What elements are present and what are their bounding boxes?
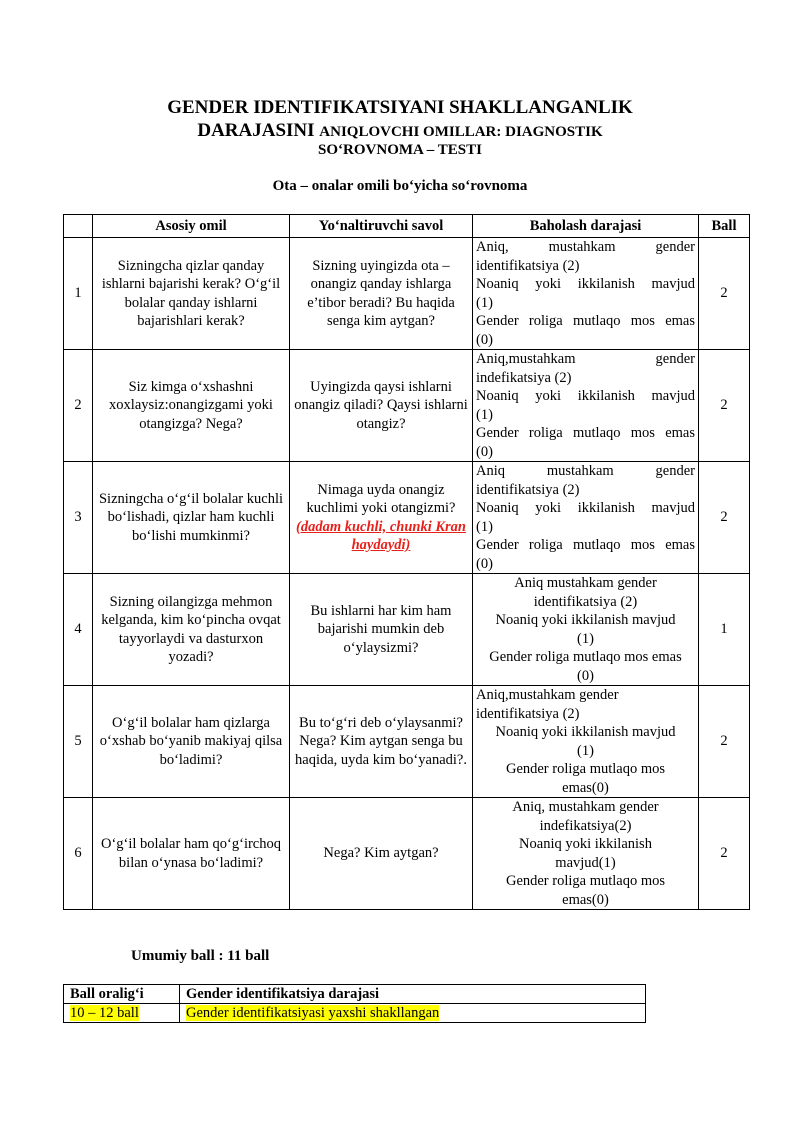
baho-line: (1) xyxy=(476,294,493,311)
total-score: Umumiy ball : 11 ball xyxy=(131,948,270,964)
baho-line: Gender roliga mutlaqo mos emas xyxy=(489,649,682,665)
survey-table xyxy=(63,214,750,910)
baho-line: Noaniq yoki ikkilanish mavjud xyxy=(495,724,676,740)
row-ball: 2 xyxy=(699,462,750,574)
header-ball: Ball xyxy=(699,215,750,238)
header-gender-level: Gender identifikatsiya darajasi xyxy=(180,985,646,1004)
score-range-table xyxy=(63,984,646,1023)
baho-line: Aniq mustahkam gender xyxy=(476,463,695,479)
row-omil: Sizningcha o‘g‘il bolalar kuchli bo‘lishadi, qizlar ham kuchli bo‘lishi mumkinmi? xyxy=(93,462,290,574)
title-line2-big: DARAJASINI xyxy=(197,120,315,141)
baho-line: mavjud(1) xyxy=(555,854,616,871)
baho-line: identifikatsiya (2) xyxy=(476,481,580,498)
table-row xyxy=(64,574,750,686)
row-omil: O‘g‘il bolalar ham qo‘g‘irchoq bilan o‘ynasa bo‘ladimi? xyxy=(93,798,290,910)
row-baho xyxy=(473,798,699,910)
row-savol: Nega? Kim aytgan? xyxy=(290,798,473,910)
header-num xyxy=(64,215,93,238)
row-baho xyxy=(473,574,699,686)
row-number: 5 xyxy=(64,686,93,798)
baho-line: Noaniq yoki ikkilanish mavjud xyxy=(495,612,676,628)
baho-line: (0) xyxy=(476,443,493,460)
baho-line: Gender roliga mutlaqo mos emas xyxy=(476,313,695,329)
gender-level-value: Gender identifikatsiyasi yaxshi shakllangan xyxy=(186,1005,440,1021)
baho-line: Aniq,mustahkam gender xyxy=(476,687,619,703)
row-ball: 2 xyxy=(699,350,750,462)
document-title-line2 xyxy=(0,120,800,143)
baho-line: (1) xyxy=(577,630,594,647)
row-ball: 1 xyxy=(699,574,750,686)
score-table-header xyxy=(64,985,646,1004)
baho-line: emas(0) xyxy=(562,779,609,796)
row-number: 1 xyxy=(64,238,93,350)
baho-line: Noaniq yoki ikkilanish xyxy=(519,836,652,852)
baho-line: Noaniq yoki ikkilanish mavjud xyxy=(476,388,695,404)
baho-line: indefikatsiya(2) xyxy=(539,817,632,834)
table-row xyxy=(64,686,750,798)
baho-line: Noaniq yoki ikkilanish mavjud xyxy=(476,500,695,516)
baho-line: (1) xyxy=(476,406,493,423)
title-line2-small: ANIQLOVCHI OMILLAR: DIAGNOSTIK xyxy=(319,124,603,140)
baho-line: Aniq, mustahkam gender xyxy=(476,239,695,255)
baho-line: Gender roliga mutlaqo mos xyxy=(505,761,666,777)
baho-line: Aniq,mustahkam gender xyxy=(476,351,695,367)
section-subtitle: Ota – onalar omili bo‘yicha so‘rovnoma xyxy=(272,178,528,194)
row-savol xyxy=(290,462,473,574)
baho-line: (0) xyxy=(476,331,493,348)
header-savol: Yo‘naltiruvchi savol xyxy=(290,215,473,238)
ball-range-cell xyxy=(64,1004,180,1023)
ball-range-value: 10 – 12 ball xyxy=(70,1005,139,1021)
baho-line: (1) xyxy=(476,518,493,535)
document-title-line1: GENDER IDENTIFIKATSIYANI SHAKLLANGANLIK xyxy=(167,97,633,118)
header-ball-range: Ball oralig‘i xyxy=(64,985,180,1004)
row-ball: 2 xyxy=(699,798,750,910)
baho-line: indefikatsiya (2) xyxy=(476,369,572,386)
baho-line: identifikatsiya (2) xyxy=(533,593,638,610)
row-baho xyxy=(473,462,699,574)
row-number: 3 xyxy=(64,462,93,574)
baho-line: (1) xyxy=(577,742,594,759)
header-omil: Asosiy omil xyxy=(93,215,290,238)
row-baho xyxy=(473,350,699,462)
row-savol: Bu to‘g‘ri deb o‘ylaysanmi? Nega? Kim aytgan senga bu haqida, uyda kim bo‘yanadi?. xyxy=(290,686,473,798)
row-savol: Sizning uyingizda ota – onangiz qanday ishlarga e’tibor beradi? Bu haqida senga kim aytgan? xyxy=(290,238,473,350)
header-baho: Baholash darajasi xyxy=(473,215,699,238)
row-savol: Bu ishlarni har kim ham bajarishi mumkin deb o‘ylaysizmi? xyxy=(290,574,473,686)
baho-line: identifikatsiya (2) xyxy=(476,705,580,722)
baho-line: Gender roliga mutlaqo mos xyxy=(505,873,666,889)
baho-line: identifikatsiya (2) xyxy=(476,257,580,274)
gender-level-cell xyxy=(180,1004,646,1023)
table-row xyxy=(64,462,750,574)
row-number: 2 xyxy=(64,350,93,462)
baho-line: Gender roliga mutlaqo mos emas xyxy=(476,537,695,553)
score-table-row xyxy=(64,1004,646,1023)
row-omil: Sizningcha qizlar qanday ishlarni bajarishi kerak? O‘g‘il bolalar qanday ishlarni bajarishlari kerak? xyxy=(93,238,290,350)
row-ball: 2 xyxy=(699,686,750,798)
row-ball: 2 xyxy=(699,238,750,350)
document-title-line3: SO‘ROVNOMA – TESTI xyxy=(318,142,482,158)
table-row xyxy=(64,798,750,910)
table-header-row xyxy=(64,215,750,238)
row-number: 6 xyxy=(64,798,93,910)
row-omil: Siz kimga o‘xshashni xoxlaysiz:onangizgami yoki otangizga? Nega? xyxy=(93,350,290,462)
baho-line: emas(0) xyxy=(562,891,609,908)
baho-line: (0) xyxy=(476,555,493,572)
row-omil: O‘g‘il bolalar ham qizlarga o‘xshab bo‘yanib makiyaj qilsa bo‘ladimi? xyxy=(93,686,290,798)
row-baho xyxy=(473,238,699,350)
baho-line: Aniq mustahkam gender xyxy=(514,575,657,591)
baho-line: (0) xyxy=(577,667,594,684)
table-row xyxy=(64,238,750,350)
row-savol: Uyingizda qaysi ishlarni onangiz qiladi? Qaysi ishlarni otangiz? xyxy=(290,350,473,462)
row-number: 4 xyxy=(64,574,93,686)
table-row xyxy=(64,350,750,462)
row-baho xyxy=(473,686,699,798)
row-omil: Sizning oilangizga mehmon kelganda, kim ko‘pincha ovqat tayyorlaydi va dasturxon yozadi? xyxy=(93,574,290,686)
savol-question: Nimaga uyda onangiz kuchlimi yoki otangizmi? xyxy=(306,481,456,516)
baho-line: Noaniq yoki ikkilanish mavjud xyxy=(476,276,695,292)
baho-line: Gender roliga mutlaqo mos emas xyxy=(476,425,695,441)
baho-line: Aniq, mustahkam gender xyxy=(512,799,659,815)
savol-answer: (dadam kuchli, chunki Kran haydaydi) xyxy=(295,518,466,553)
